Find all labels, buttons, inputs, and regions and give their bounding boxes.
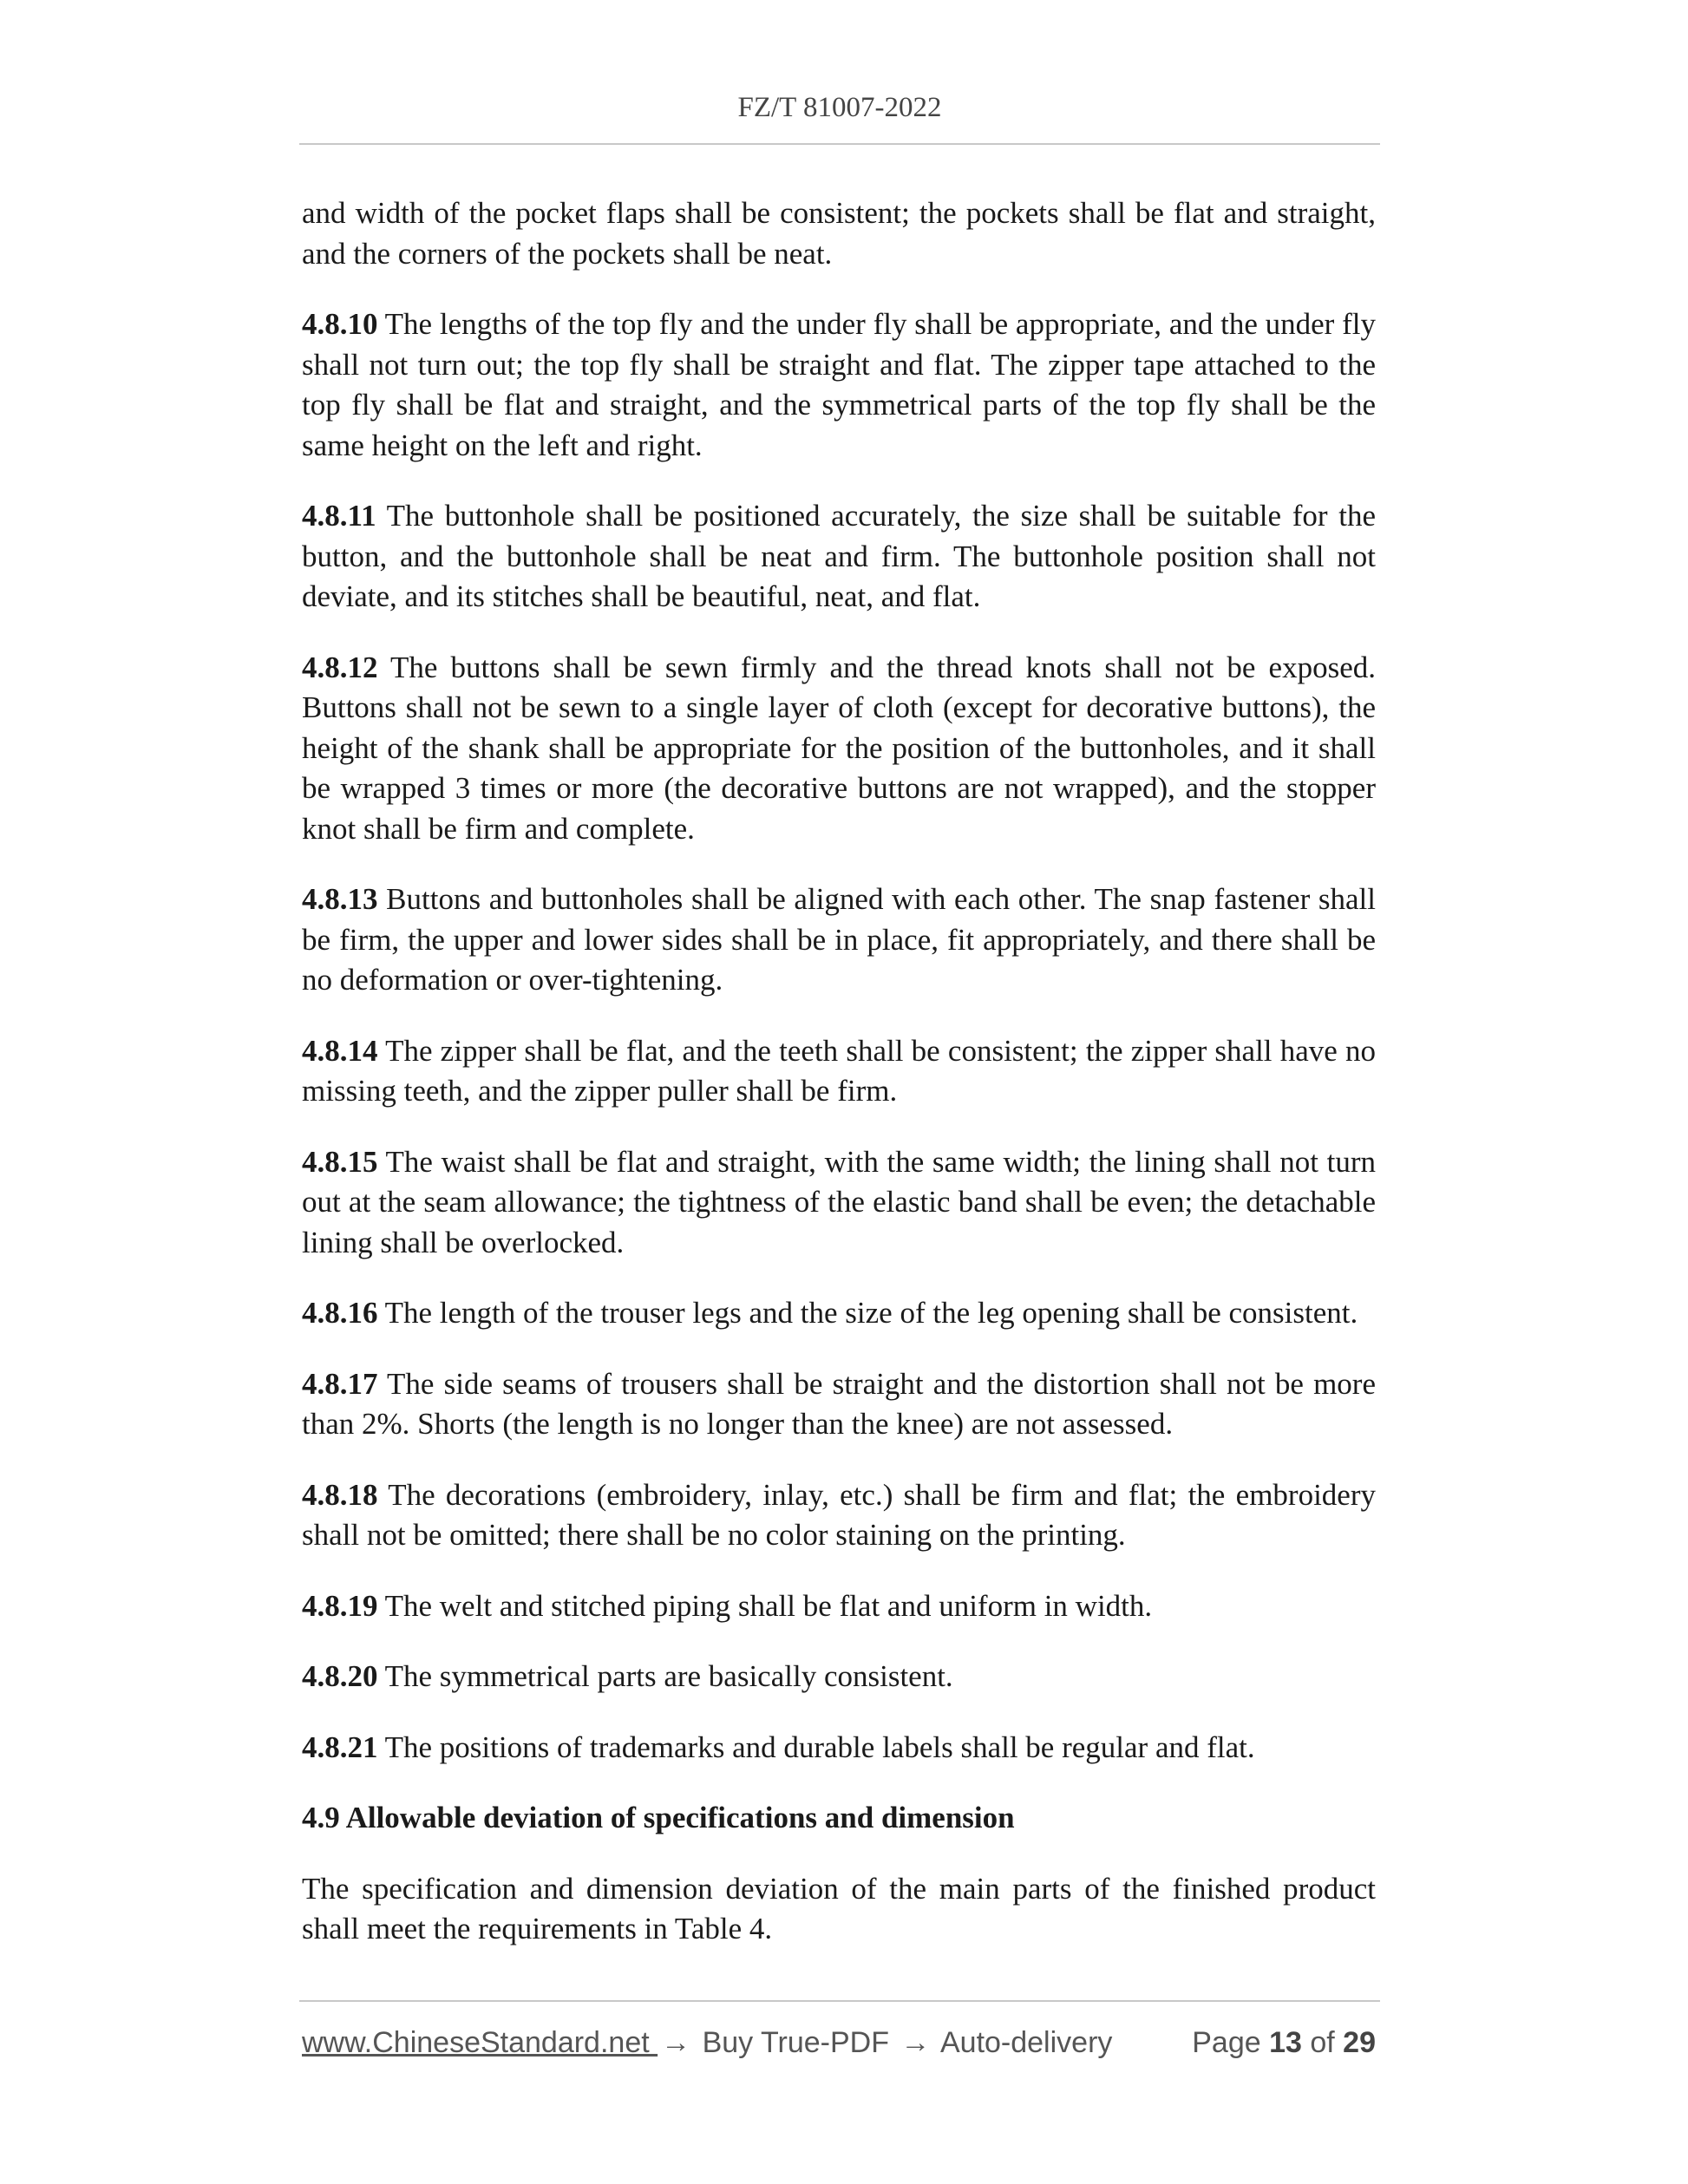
page-indicator <box>1192 2021 1376 2064</box>
clause-number: 4.8.15 <box>302 1144 378 1179</box>
clause-paragraph <box>302 879 1376 1001</box>
document-header <box>299 90 1380 125</box>
clause-number: 4.8.13 <box>302 882 378 916</box>
clause-number: 4.8.20 <box>302 1659 378 1693</box>
website-link[interactable]: www.ChineseStandard.net <box>302 2026 658 2059</box>
standard-code: FZ/T 81007-2022 <box>737 92 942 123</box>
clause-text: The buttonhole shall be positioned accurately, the size shall be suitable for the button, and the buttonhole shall be neat and firm. The buttonhole position shall not deviate, and its stitches shall be beautiful, neat, and flat. <box>302 499 1376 613</box>
of-label: of <box>1301 2026 1344 2059</box>
buy-pdf-text: Buy True-PDF <box>694 2026 898 2059</box>
total-page-count: 29 <box>1343 2026 1376 2059</box>
footer-promo <box>302 2021 1112 2064</box>
document-body <box>302 193 1376 1980</box>
clause-text: and width of the pocket flaps shall be consistent; the pockets shall be flat and straight, and the corners of the pockets shall be neat. <box>302 196 1376 271</box>
clause-paragraph <box>302 1728 1376 1769</box>
clause-number: 4.8.19 <box>302 1588 378 1623</box>
clause-text: The buttons shall be sewn firmly and the thread knots shall not be exposed. Buttons shall not be sewn to a single layer of cloth (except for decorative buttons), the height of the shank shall be appropriate for the position of the buttonholes, and it shall be wrapped 3 times or more (the decorative buttons are not wrapped), and the stopper knot shall be firm and complete. <box>302 650 1376 846</box>
clause-paragraph <box>302 1142 1376 1264</box>
arrow-right-icon: → <box>900 2026 931 2059</box>
clause-text: The decorations (embroidery, inlay, etc.) shall be firm and flat; the embroidery shall not be omitted; there shall be no color staining on the printing. <box>302 1477 1376 1552</box>
section-paragraph: The specification and dimension deviation of the main parts of the finished product shall meet the requirements in Table 4. <box>302 1871 1376 1945</box>
clause-number: 4.8.17 <box>302 1366 378 1401</box>
clause-paragraph <box>302 304 1376 466</box>
clause-number: 4.8.12 <box>302 650 378 684</box>
clause-paragraph <box>302 1031 1376 1112</box>
clause-paragraph <box>302 1293 1376 1334</box>
header-divider <box>299 143 1380 145</box>
clause-number: 4.8.21 <box>302 1730 378 1764</box>
clause-number: 4.8.14 <box>302 1033 378 1068</box>
page-footer <box>302 2021 1376 2064</box>
current-page-number: 13 <box>1269 2026 1302 2059</box>
clause-text: The side seams of trousers shall be straight and the distortion shall not be more than 2%. Shorts (the length is no longer than the knee) are not assessed. <box>302 1366 1376 1441</box>
page-label: Page <box>1192 2026 1270 2059</box>
clause-text: The lengths of the top fly and the under fly shall be appropriate, and the under fly shall not turn out; the top fly shall be straight and flat. The zipper tape attached to the top fly shall be flat and straight, and the symmetrical parts of the top fly shall be the same height on the left and right. <box>302 307 1376 462</box>
clause-text: The positions of trademarks and durable labels shall be regular and flat. <box>377 1730 1255 1764</box>
clause-paragraph <box>302 1586 1376 1627</box>
clause-text: The zipper shall be flat, and the teeth shall be consistent; the zipper shall have no missing teeth, and the zipper puller shall be firm. <box>302 1033 1376 1108</box>
clause-text: The length of the trouser legs and the size of the leg opening shall be consistent. <box>377 1296 1358 1330</box>
auto-delivery-text: Auto-delivery <box>933 2026 1113 2059</box>
clause-paragraph <box>302 1657 1376 1697</box>
clause-paragraph <box>302 1364 1376 1445</box>
clause-paragraph <box>302 648 1376 850</box>
arrow-right-icon: → <box>661 2026 691 2059</box>
clause-text: Buttons and buttonholes shall be aligned with each other. The snap fastener shall be firm, the upper and lower sides shall be in place, fit appropriately, and there shall be no deformation or over-tightening. <box>302 882 1376 997</box>
clause-number: 4.8.18 <box>302 1477 378 1512</box>
footer-divider <box>299 2000 1380 2002</box>
clause-paragraph <box>302 496 1376 618</box>
clause-text: The symmetrical parts are basically consistent. <box>377 1659 953 1693</box>
section-heading: 4.9 Allowable deviation of specifications and dimension <box>302 1801 1015 1834</box>
clause-number: 4.8.16 <box>302 1296 378 1330</box>
clause-text: The welt and stitched piping shall be flat and uniform in width. <box>377 1588 1153 1623</box>
clause-number: 4.8.11 <box>302 499 376 533</box>
clause-paragraph <box>302 193 1376 274</box>
clause-number: 4.8.10 <box>302 307 378 341</box>
clause-paragraph <box>302 1475 1376 1556</box>
clause-text: The waist shall be flat and straight, with the same width; the lining shall not turn out at the seam allowance; the tightness of the elastic band shall be even; the detachable lining shall be overlocked. <box>302 1144 1376 1259</box>
